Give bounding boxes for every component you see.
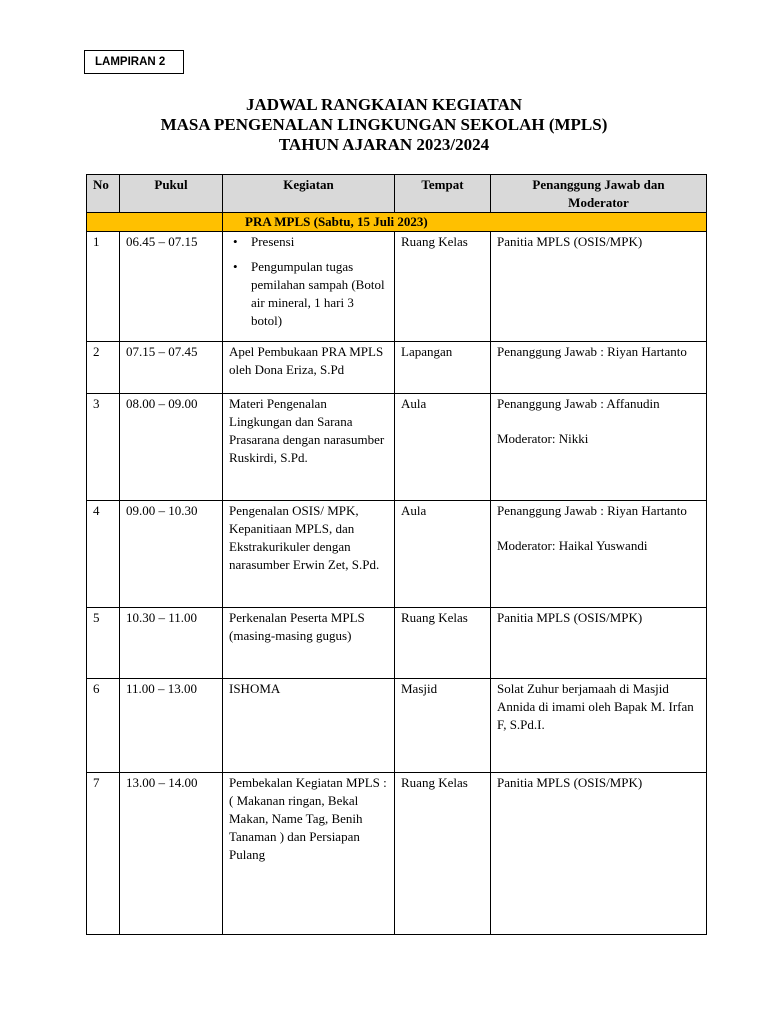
pj-text: Penanggung Jawab : Riyan Hartanto bbox=[497, 503, 687, 518]
cell-kegiatan: Apel Pembukaan PRA MPLS oleh Dona Eriza, S.Pd bbox=[223, 342, 395, 394]
header-pukul: Pukul bbox=[120, 175, 223, 213]
cell-pukul: 06.45 – 07.15 bbox=[120, 232, 223, 342]
header-kegiatan: Kegiatan bbox=[223, 175, 395, 213]
header-pj-line-1: Penanggung Jawab dan bbox=[532, 177, 665, 192]
moderator-text: Moderator: Haikal Yuswandi bbox=[497, 538, 648, 553]
table-row bbox=[87, 232, 707, 342]
cell-penanggung-jawab: Penanggung Jawab : Riyan Hartanto bbox=[491, 342, 707, 394]
cell-kegiatan: Materi Pengenalan Lingkungan dan Sarana Prasarana dengan narasumber Ruskirdi, S.Pd. bbox=[223, 394, 395, 501]
header-penanggung-jawab bbox=[491, 175, 707, 213]
table-row bbox=[87, 501, 707, 608]
header-pj-line-2: Moderator bbox=[568, 195, 629, 210]
cell-tempat: Ruang Kelas bbox=[395, 232, 491, 342]
cell-kegiatan: Pengenalan OSIS/ MPK, Kepanitiaan MPLS, dan Ekstrakurikuler dengan narasumber Erwin Zet, S.Pd. bbox=[223, 501, 395, 608]
cell-no: 6 bbox=[87, 679, 120, 773]
table-row bbox=[87, 394, 707, 501]
bullet-item: • Presensi bbox=[251, 233, 388, 251]
cell-no: 5 bbox=[87, 608, 120, 679]
cell-penanggung-jawab: Solat Zuhur berjamaah di Masjid Annida di imami oleh Bapak M. Irfan F, S.Pd.I. bbox=[491, 679, 707, 773]
cell-penanggung-jawab bbox=[491, 501, 707, 608]
moderator-text: Moderator: Nikki bbox=[497, 431, 589, 446]
cell-penanggung-jawab: Panitia MPLS (OSIS/MPK) bbox=[491, 773, 707, 935]
header-tempat: Tempat bbox=[395, 175, 491, 213]
title-line-3: TAHUN AJARAN 2023/2024 bbox=[278, 135, 490, 154]
kegiatan-line: ( Makanan ringan, Bekal Makan, Name Tag, Benih Tanaman ) dan Persiapan Pulang bbox=[229, 793, 363, 862]
cell-pukul: 08.00 – 09.00 bbox=[120, 394, 223, 501]
cell-penanggung-jawab: Panitia MPLS (OSIS/MPK) bbox=[491, 608, 707, 679]
cell-no: 3 bbox=[87, 394, 120, 501]
cell-tempat: Ruang Kelas bbox=[395, 608, 491, 679]
cell-pukul: 10.30 – 11.00 bbox=[120, 608, 223, 679]
cell-tempat: Aula bbox=[395, 394, 491, 501]
kegiatan-bullet-list bbox=[229, 233, 388, 330]
table-row bbox=[87, 342, 707, 394]
cell-pukul: 09.00 – 10.30 bbox=[120, 501, 223, 608]
cell-kegiatan bbox=[223, 773, 395, 935]
cell-kegiatan bbox=[223, 232, 395, 342]
cell-tempat: Aula bbox=[395, 501, 491, 608]
table-row bbox=[87, 679, 707, 773]
cell-tempat: Masjid bbox=[395, 679, 491, 773]
document-title bbox=[0, 95, 768, 155]
cell-no: 4 bbox=[87, 501, 120, 608]
cell-pukul: 07.15 – 07.45 bbox=[120, 342, 223, 394]
cell-penanggung-jawab: Panitia MPLS (OSIS/MPK) bbox=[491, 232, 707, 342]
cell-kegiatan: Perkenalan Peserta MPLS (masing-masing gugus) bbox=[223, 608, 395, 679]
title-line-2: MASA PENGENALAN LINGKUNGAN SEKOLAH (MPLS) bbox=[160, 115, 608, 134]
kegiatan-line: Pembekalan Kegiatan MPLS : bbox=[229, 775, 387, 790]
cell-pukul: 11.00 – 13.00 bbox=[120, 679, 223, 773]
schedule-table bbox=[86, 174, 707, 935]
cell-no: 1 bbox=[87, 232, 120, 342]
cell-pukul: 13.00 – 14.00 bbox=[120, 773, 223, 935]
header-no: No bbox=[87, 175, 120, 213]
section-row-pra-mpls bbox=[87, 213, 707, 232]
section-label: PRA MPLS (Sabtu, 15 Juli 2023) bbox=[223, 213, 707, 232]
bullet-item: • Pengumpulan tugas pemilahan sampah (Botol air mineral, 1 hari 3 botol) bbox=[251, 258, 388, 330]
section-spacer bbox=[87, 213, 223, 232]
cell-no: 7 bbox=[87, 773, 120, 935]
cell-no: 2 bbox=[87, 342, 120, 394]
cell-tempat: Ruang Kelas bbox=[395, 773, 491, 935]
table-header-row bbox=[87, 175, 707, 213]
cell-tempat: Lapangan bbox=[395, 342, 491, 394]
cell-kegiatan: ISHOMA bbox=[223, 679, 395, 773]
lampiran-label: LAMPIRAN 2 bbox=[84, 50, 184, 74]
table-row bbox=[87, 608, 707, 679]
table-row bbox=[87, 773, 707, 935]
pj-text: Penanggung Jawab : Affanudin bbox=[497, 396, 660, 411]
cell-penanggung-jawab bbox=[491, 394, 707, 501]
title-line-1: JADWAL RANGKAIAN KEGIATAN bbox=[245, 95, 523, 114]
